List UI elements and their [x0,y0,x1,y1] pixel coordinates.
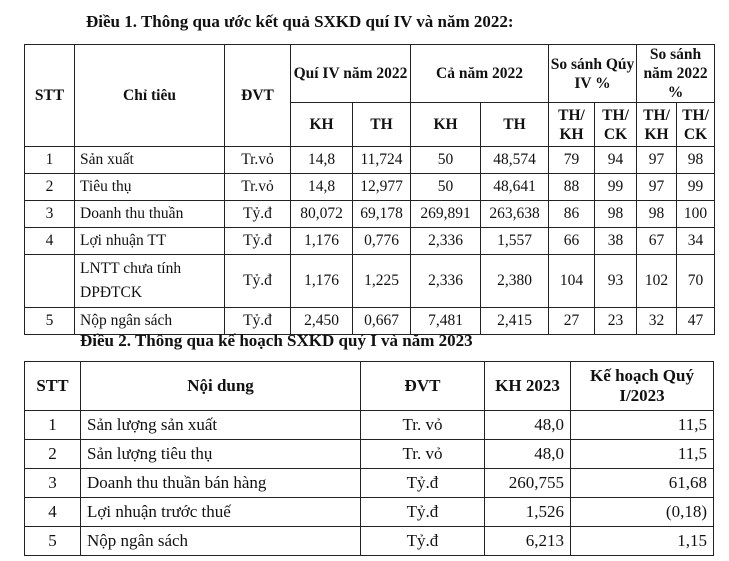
header-compare-2022: So sánh năm 2022 % [637,45,715,103]
cell-q-kh: 14,8 [291,174,353,201]
cell-indicator: Lợi nhuận TT [75,228,225,255]
cell-unit: Tr.vỏ [225,147,291,174]
cell-q-th-ck: 23 [595,308,637,335]
header-y-th-kh: TH/ KH [637,103,677,147]
cell-unit: Tỷ.đ [225,255,291,308]
cell-y-th-kh: 102 [637,255,677,308]
header-q4-2022: Quí IV năm 2022 [291,45,411,103]
cell-stt: 2 [25,174,75,201]
header-year-2022: Cả năm 2022 [411,45,549,103]
cell-y-th-kh: 97 [637,147,677,174]
cell-stt: 3 [25,201,75,228]
cell-indicator: Tiêu thụ [75,174,225,201]
cell-y-kh: 50 [411,174,481,201]
cell-indicator: LNTT chưa tính DPĐTCK [75,255,225,308]
table-row [25,411,714,440]
header-q-th-ck: TH/ CK [595,103,637,147]
cell-kh-q1: 61,68 [571,469,714,498]
header-kh-q1: Kế hoạch Quý I/2023 [571,362,714,411]
cell-q-th: 69,178 [353,201,411,228]
header-stt: STT [25,362,81,411]
cell-q-th-ck: 99 [595,174,637,201]
cell-q-th-kh: 104 [549,255,595,308]
table-row [25,201,715,228]
cell-y-th: 2,380 [481,255,549,308]
header-q-kh: KH [291,103,353,147]
cell-y-th-kh: 67 [637,228,677,255]
table-row [25,498,714,527]
cell-indicator: Doanh thu thuần [75,201,225,228]
cell-unit: Tỷ.đ [361,498,485,527]
table-row [25,174,715,201]
cell-q-kh: 14,8 [291,147,353,174]
cell-q-th-ck: 94 [595,147,637,174]
table-row [25,469,714,498]
cell-q-kh: 80,072 [291,201,353,228]
cell-stt: 1 [25,411,81,440]
cell-y-kh: 2,336 [411,255,481,308]
table-row [25,228,715,255]
header-y-th: TH [481,103,549,147]
cell-y-kh: 7,481 [411,308,481,335]
cell-kh-2023: 48,0 [485,411,571,440]
cell-unit: Tỷ.đ [225,201,291,228]
cell-y-th: 48,574 [481,147,549,174]
cell-content: Sản lượng tiêu thụ [81,440,361,469]
cell-q-th: 12,977 [353,174,411,201]
cell-q-th: 0,667 [353,308,411,335]
table-row [25,255,715,308]
cell-stt [25,255,75,308]
cell-unit: Tr. vỏ [361,440,485,469]
article2-title: Điều 2. Thông qua kế hoạch SXKD quý I và năm 2023 [80,331,473,350]
header-compare-q4: So sánh Qúy IV % [549,45,637,103]
cell-unit: Tỷ.đ [361,469,485,498]
cell-q-th-kh: 66 [549,228,595,255]
cell-y-th-kh: 32 [637,308,677,335]
cell-stt: 2 [25,440,81,469]
cell-y-kh: 269,891 [411,201,481,228]
cell-kh-2023: 48,0 [485,440,571,469]
header-kh-2023: KH 2023 [485,362,571,411]
cell-y-th-ck: 100 [677,201,715,228]
header-unit: ĐVT [361,362,485,411]
article1-title: Điều 1. Thông qua ước kết quả SXKD quí IV và năm 2022: [86,12,514,31]
cell-q-th: 0,776 [353,228,411,255]
cell-q-th-ck: 38 [595,228,637,255]
cell-stt: 1 [25,147,75,174]
table-row [25,147,715,174]
cell-unit: Tỷ.đ [225,228,291,255]
cell-stt: 4 [25,228,75,255]
cell-q-kh: 1,176 [291,228,353,255]
cell-q-th-ck: 98 [595,201,637,228]
header-stt: STT [25,45,75,147]
cell-q-th-kh: 27 [549,308,595,335]
cell-unit: Tỷ.đ [361,527,485,556]
plan-2023-table [24,361,714,556]
cell-kh-q1: 11,5 [571,411,714,440]
cell-indicator: Nộp ngân sách [75,308,225,335]
cell-indicator: Sản xuất [75,147,225,174]
cell-y-kh: 2,336 [411,228,481,255]
header-content: Nội dung [81,362,361,411]
cell-q-th: 1,225 [353,255,411,308]
cell-q-th: 11,724 [353,147,411,174]
cell-y-th-ck: 70 [677,255,715,308]
cell-kh-2023: 1,526 [485,498,571,527]
cell-stt: 4 [25,498,81,527]
cell-unit: Tr. vỏ [361,411,485,440]
cell-y-kh: 50 [411,147,481,174]
cell-y-th-ck: 34 [677,228,715,255]
table-row [25,527,714,556]
cell-stt: 3 [25,469,81,498]
cell-y-th-ck: 99 [677,174,715,201]
cell-y-th: 1,557 [481,228,549,255]
cell-y-th-ck: 47 [677,308,715,335]
cell-q-th-ck: 93 [595,255,637,308]
cell-kh-2023: 260,755 [485,469,571,498]
cell-content: Nộp ngân sách [81,527,361,556]
header-y-th-ck: TH/ CK [677,103,715,147]
cell-q-th-kh: 88 [549,174,595,201]
cell-y-th: 2,415 [481,308,549,335]
cell-content: Doanh thu thuần bán hàng [81,469,361,498]
cell-y-th: 48,641 [481,174,549,201]
table-row [25,440,714,469]
cell-stt: 5 [25,527,81,556]
cell-q-kh: 1,176 [291,255,353,308]
cell-kh-q1: (0,18) [571,498,714,527]
cell-content: Lợi nhuận trước thuế [81,498,361,527]
cell-kh-q1: 11,5 [571,440,714,469]
cell-content: Sản lượng sản xuất [81,411,361,440]
cell-y-th-kh: 98 [637,201,677,228]
cell-y-th-kh: 97 [637,174,677,201]
cell-y-th: 263,638 [481,201,549,228]
cell-y-th-ck: 98 [677,147,715,174]
cell-kh-2023: 6,213 [485,527,571,556]
cell-q-th-kh: 86 [549,201,595,228]
header-indicator: Chỉ tiêu [75,45,225,147]
header-q-th-kh: TH/ KH [549,103,595,147]
cell-stt: 5 [25,308,75,335]
cell-kh-q1: 1,15 [571,527,714,556]
cell-q-kh: 2,450 [291,308,353,335]
cell-unit: Tỷ.đ [225,308,291,335]
cell-unit: Tr.vỏ [225,174,291,201]
header-q-th: TH [353,103,411,147]
cell-q-th-kh: 79 [549,147,595,174]
results-2022-table [24,44,715,335]
header-y-kh: KH [411,103,481,147]
header-unit: ĐVT [225,45,291,147]
